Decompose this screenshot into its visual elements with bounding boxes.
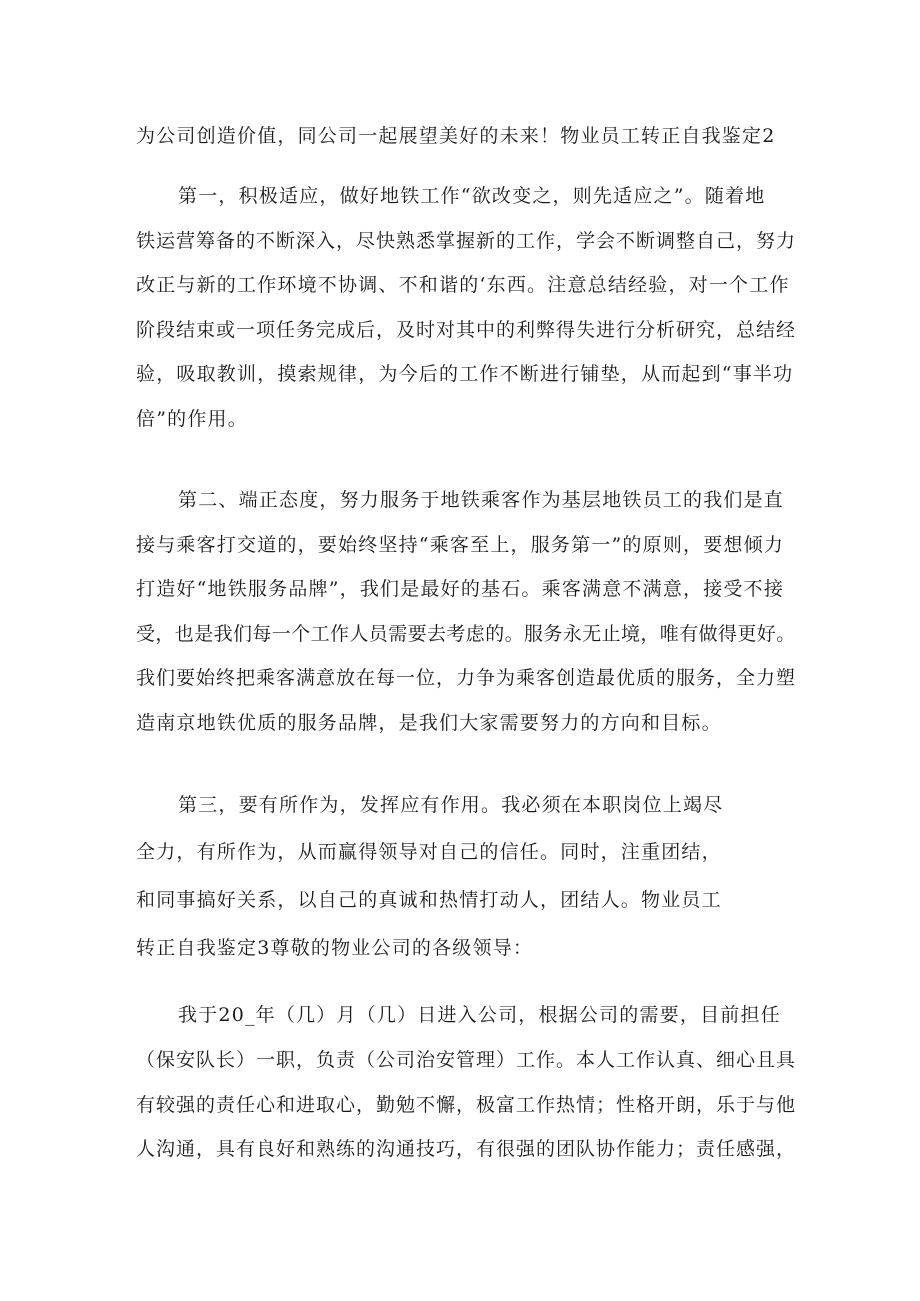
text-line: 和同事搞好关系，以自己的真诚和热情打动人，团结人。物业员工 <box>136 889 722 911</box>
text-line: 验，吸取教训，摸索规律，为今后的工作不断进行铺垫，从而起到“事半功 <box>136 363 794 385</box>
text-line: 打造好“地铁服务品牌”，我们是最好的基石。乘客满意不满意，接受不接 <box>136 578 785 600</box>
text-line: 倍”的作用。 <box>136 408 248 430</box>
paragraph-3-first-line: 第三，要有所作为，发挥应有作用。我必须在本职岗位上竭尽 <box>178 794 724 816</box>
text-line: 铁运营筹备的不断深入，尽快熟悉掌握新的工作，学会不断调整自己，努力 <box>136 230 797 252</box>
text-line: 有较强的责任心和进取心，勤勉不懈，极富工作热情；性格开朗，乐于与他 <box>136 1094 797 1116</box>
text-line: 受，也是我们每一个工作人员需要去考虑的。服务永无止境，唯有做得更好。 <box>136 623 796 645</box>
paragraph-4-first-line: 我于20_年（几）月（几）日进入公司，根据公司的需要，目前担任 <box>178 1004 781 1026</box>
text-line: 阶段结束或一项任务完成后，及时对其中的利弊得失进行分析研究，总结经 <box>136 319 797 341</box>
text-line: 转正自我鉴定3尊敬的物业公司的各级领导： <box>136 937 534 959</box>
text-line: 接与乘客打交道的，要始终坚持“乘客至上，服务第一”的原则，要想倾力 <box>136 534 785 556</box>
text-line: 造南京地铁优质的服务品牌，是我们大家需要努力的方向和目标。 <box>136 712 722 734</box>
text-line: 我们要始终把乘客满意放在每一位，力争为乘客创造最优质的服务，全力塑 <box>136 667 797 689</box>
text-line: 改正与新的工作环境不协调、不和谐的‘东西。注意总结经验，对一个工作 <box>136 274 790 296</box>
text-line: 人沟通，具有良好和熟练的沟通技巧，有很强的团队协作能力；责任感强， <box>136 1138 797 1160</box>
text-line: 全力，有所作为，从而赢得领导对自己的信任。同时，注重团结， <box>136 841 722 863</box>
text-line: （保安队长）一职，负责（公司治安管理）工作。本人工作认真、细心且具 <box>136 1049 797 1071</box>
paragraph-1-first-line: 第一，积极适应，做好地铁工作“欲改变之，则先适应之”。随着地 <box>178 185 766 207</box>
paragraph-2-first-line: 第二、端正态度，努力服务于地铁乘客作为基层地铁员工的我们是直 <box>178 489 785 511</box>
text-line: 为公司创造价值，同公司一起展望美好的未来！物业员工转正自我鉴定2 <box>136 125 776 147</box>
